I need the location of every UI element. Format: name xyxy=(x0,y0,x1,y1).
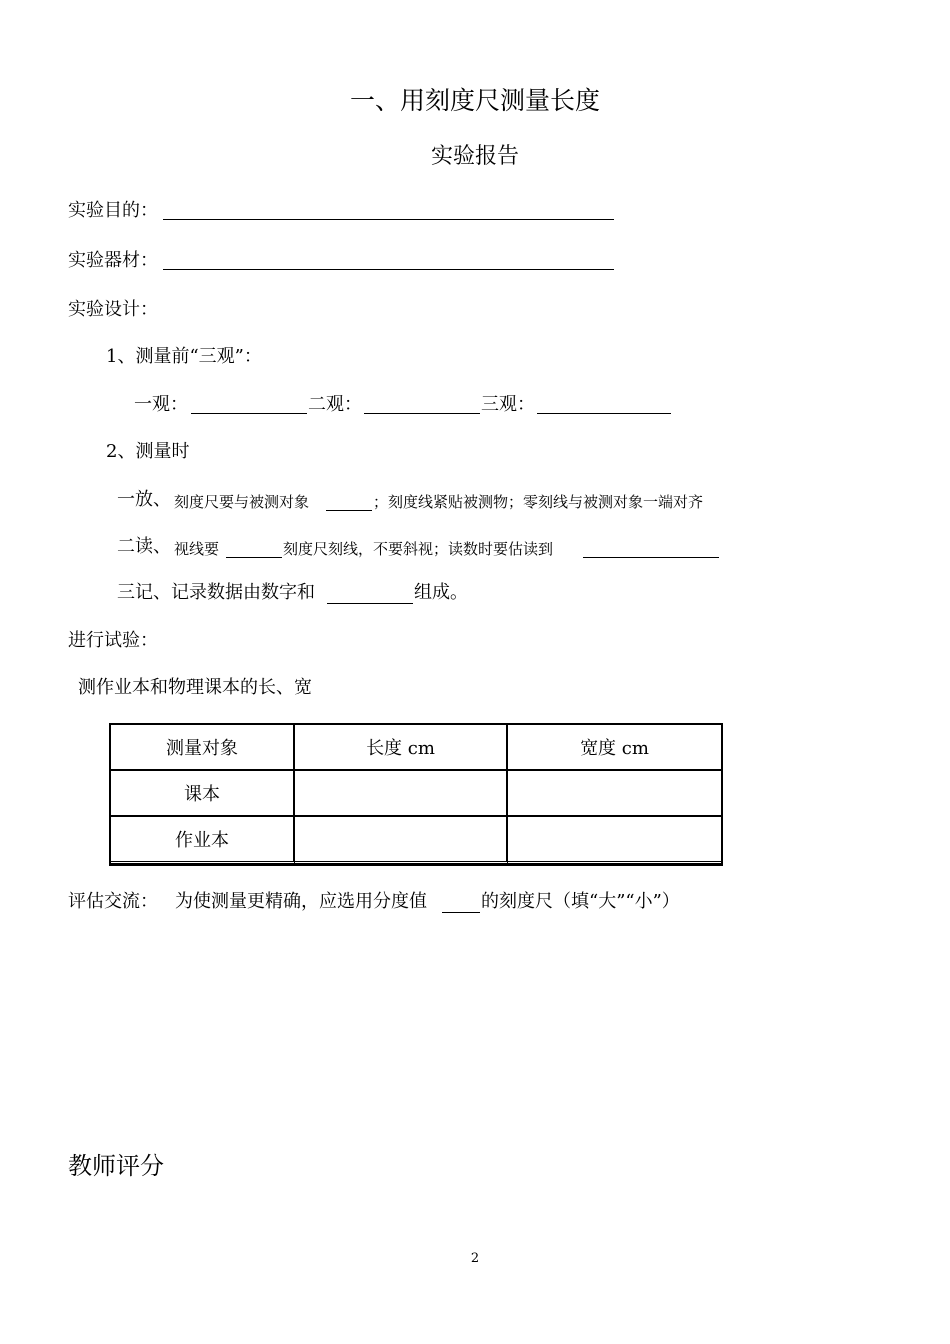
put-text2: ；刻度线紧贴被测物；零刻线与被测对象一端对齐 xyxy=(373,493,704,511)
experiment-desc: 测作业本和物理课本的长、宽 xyxy=(78,677,312,698)
evaluation-label: 评估交流： xyxy=(68,891,158,912)
experiment-label: 进行试验： xyxy=(68,630,158,651)
evaluation-blank[interactable] xyxy=(442,912,480,913)
record-text1: 三记、记录数据由数字和 xyxy=(117,582,315,603)
table-header-row xyxy=(111,725,721,771)
record-text2: 组成。 xyxy=(414,582,468,603)
read-prefix: 二读、 xyxy=(117,536,171,557)
obs2-label: 二观： xyxy=(308,394,362,415)
evaluation-text2: 的刻度尺（填“大”“小”） xyxy=(481,891,680,912)
page-title: 一、用刻度尺测量长度 xyxy=(349,86,600,115)
teacher-score-label: 教师评分 xyxy=(68,1152,164,1180)
table-row xyxy=(111,817,721,864)
obs1-blank[interactable] xyxy=(191,413,307,414)
obs3-label: 三观： xyxy=(481,394,535,415)
measurement-table xyxy=(109,723,723,866)
page-number: 2 xyxy=(470,1251,480,1266)
header-object: 测量对象 xyxy=(111,725,295,771)
purpose-label: 实验目的： xyxy=(68,200,158,221)
obs3-blank[interactable] xyxy=(537,413,671,414)
read-blank1[interactable] xyxy=(226,557,282,558)
workbook-length-cell[interactable] xyxy=(295,817,508,864)
record-blank[interactable] xyxy=(327,603,413,604)
read-text1: 视线要 xyxy=(174,540,220,558)
equipment-blank[interactable] xyxy=(163,269,614,270)
textbook-length-cell[interactable] xyxy=(295,771,508,817)
design-label: 实验设计： xyxy=(68,299,158,320)
row-object-textbook: 课本 xyxy=(111,771,295,817)
obs2-blank[interactable] xyxy=(364,413,480,414)
textbook-width-cell[interactable] xyxy=(508,771,721,817)
header-width: 宽度 cm xyxy=(508,725,721,771)
obs1-label: 一观： xyxy=(134,394,188,415)
put-prefix: 一放、 xyxy=(117,489,171,510)
equipment-label: 实验器材： xyxy=(68,250,158,271)
table-row xyxy=(111,771,721,817)
workbook-width-cell[interactable] xyxy=(508,817,721,864)
purpose-blank[interactable] xyxy=(163,219,614,220)
put-text1: 刻度尺要与被测对象 xyxy=(174,493,310,511)
step2-heading: 2、测量时 xyxy=(106,441,190,462)
evaluation-text1: 为使测量更精确，应选用分度值 xyxy=(175,891,427,912)
header-length: 长度 cm xyxy=(295,725,508,771)
read-blank2[interactable] xyxy=(583,557,719,558)
put-blank[interactable] xyxy=(326,510,372,511)
page-subtitle: 实验报告 xyxy=(430,144,519,169)
step1-heading: 1、测量前“三观”： xyxy=(106,346,262,367)
row-object-workbook: 作业本 xyxy=(111,817,295,864)
read-text2: 刻度尺刻线，不要斜视；读数时要估读到 xyxy=(283,540,554,558)
